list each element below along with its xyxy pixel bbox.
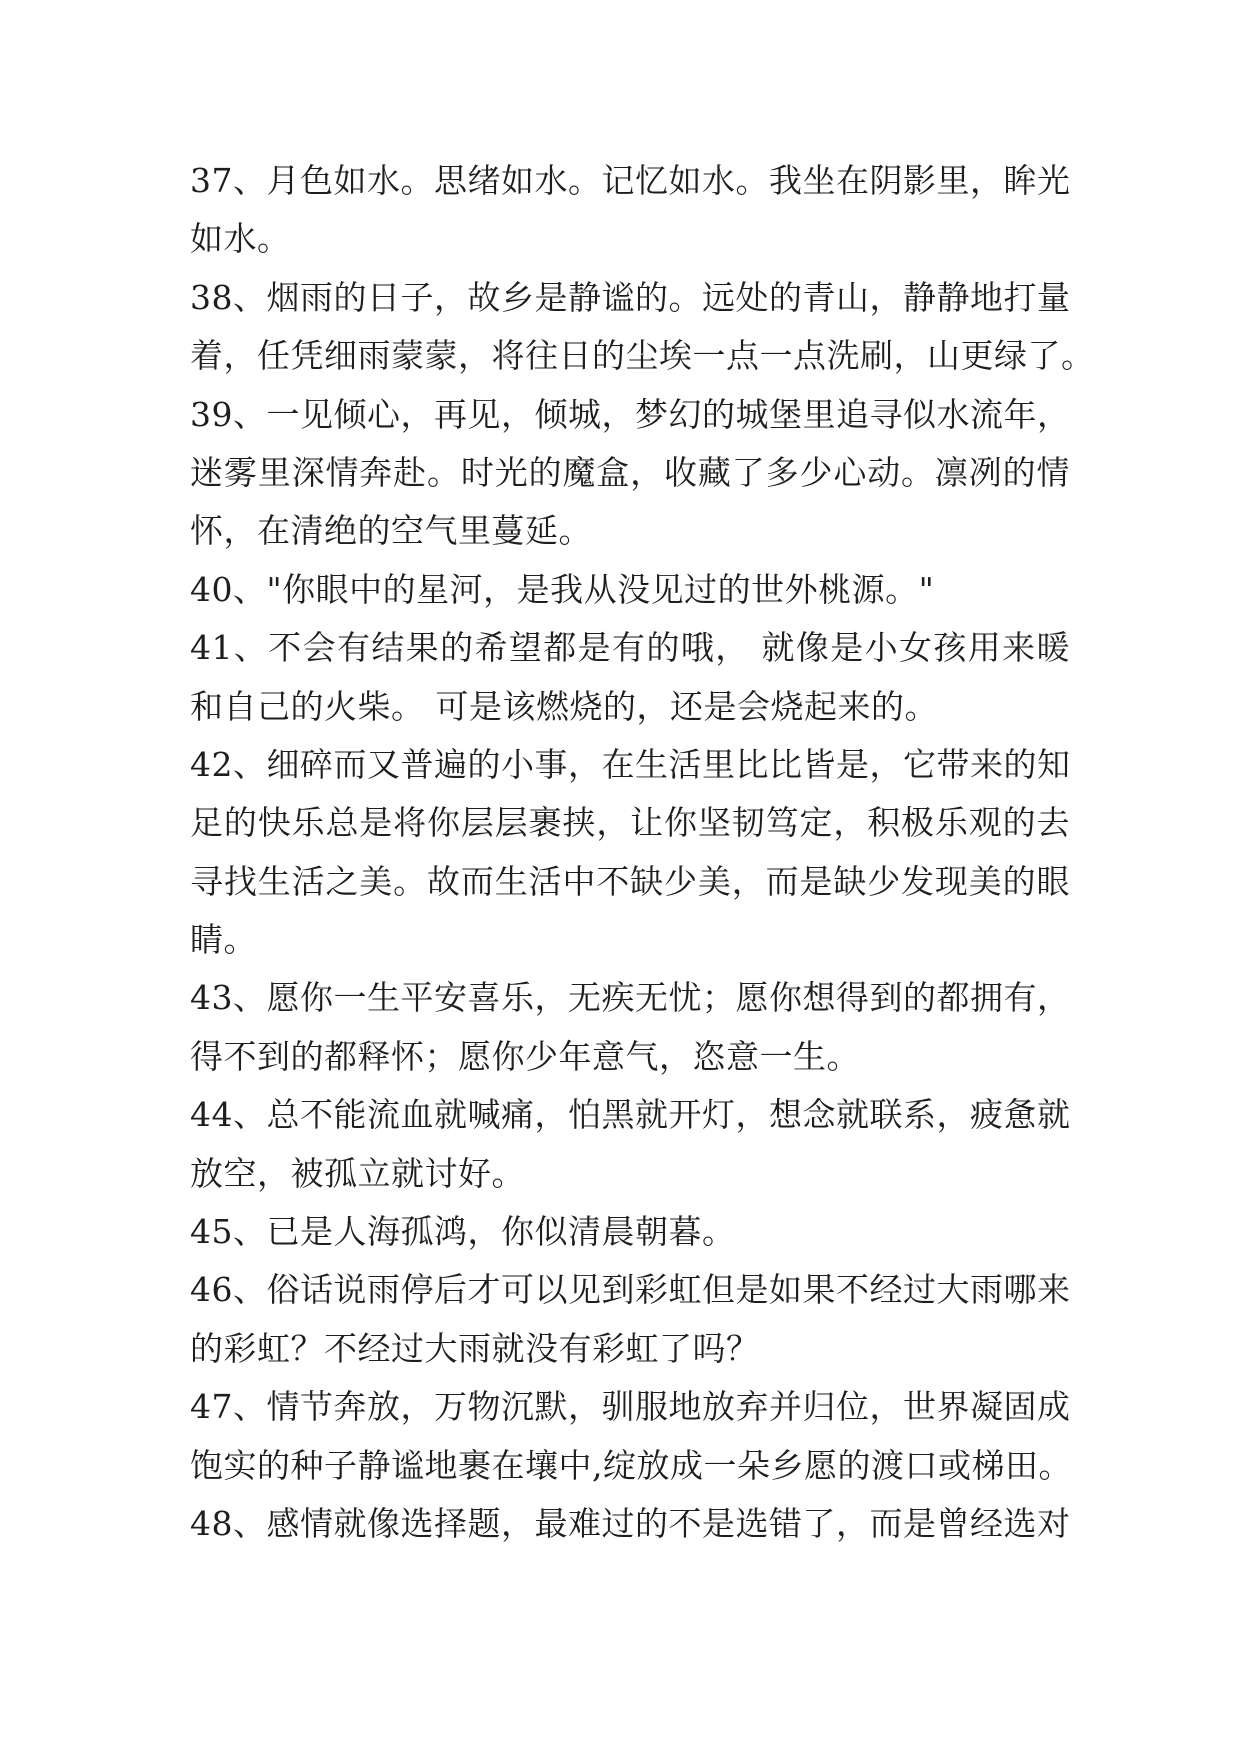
text-line: 40、"你眼中的星河，是我从没见过的世外桃源。" <box>190 569 935 609</box>
text-line: 怀，在清绝的空气里蔓延。 <box>190 511 592 551</box>
text-line: 41、不会有结果的希望都是有的哦， 就像是小女孩用来暖 <box>190 628 1070 668</box>
text-line: 39、一见倾心，再见，倾城，梦幻的城堡里追寻似水流年， <box>190 394 1071 434</box>
text-line: 和自己的火柴。 可是该燃烧的，还是会烧起来的。 <box>190 686 938 726</box>
text-line: 42、细碎而又普遍的小事，在生活里比比皆是，它带来的知 <box>190 744 1071 784</box>
text-line: 迷雾里深情奔赴。时光的魔盒，收藏了多少心动。凛冽的情 <box>190 452 1070 492</box>
document-body <box>190 152 1095 1553</box>
text-line: 45、已是人海孤鸿，你似清晨朝暮。 <box>190 1212 736 1252</box>
text-line: 37、月色如水。思绪如水。记忆如水。我坐在阴影里，眸光 <box>190 161 1071 200</box>
text-line: 44、总不能流血就喊痛，怕黑就开灯，想念就联系，疲惫就 <box>190 1095 1071 1135</box>
text-line: 46、俗话说雨停后才可以见到彩虹但是如果不经过大雨哪来 <box>190 1270 1071 1310</box>
text-line: 放空，被孤立就讨好。 <box>190 1153 525 1193</box>
text-line: 如水。 <box>190 219 291 259</box>
text-line: 足的快乐总是将你层层裹挟，让你坚韧笃定，积极乐观的去 <box>190 803 1070 843</box>
text-line: 47、情节奔放，万物沉默，驯服地放弃并归位，世界凝固成 <box>190 1387 1071 1427</box>
text-line: 48、感情就像选择题，最难过的不是选错了，而是曾经选对 <box>190 1503 1071 1543</box>
text-line: 的彩虹？不经过大雨就没有彩虹了吗？ <box>190 1328 760 1368</box>
text-line: 寻找生活之美。故而生活中不缺少美，而是缺少发现美的眼 <box>190 861 1070 901</box>
text-line: 得不到的都释怀；愿你少年意气，恣意一生。 <box>190 1036 860 1076</box>
text-line: 睛。 <box>190 920 257 960</box>
text-line: 着，任凭细雨蒙蒙，将往日的尘埃一点一点洗刷，山更绿了。 <box>190 336 1095 376</box>
text-line: 饱实的种子静谧地裹在壤中,绽放成一朵乡愿的渡口或梯田。 <box>190 1445 1072 1485</box>
text-line: 43、愿你一生平安喜乐，无疾无忧；愿你想得到的都拥有， <box>190 978 1071 1018</box>
text-line: 38、烟雨的日子，故乡是静谧的。远处的青山，静静地打量 <box>190 277 1071 317</box>
